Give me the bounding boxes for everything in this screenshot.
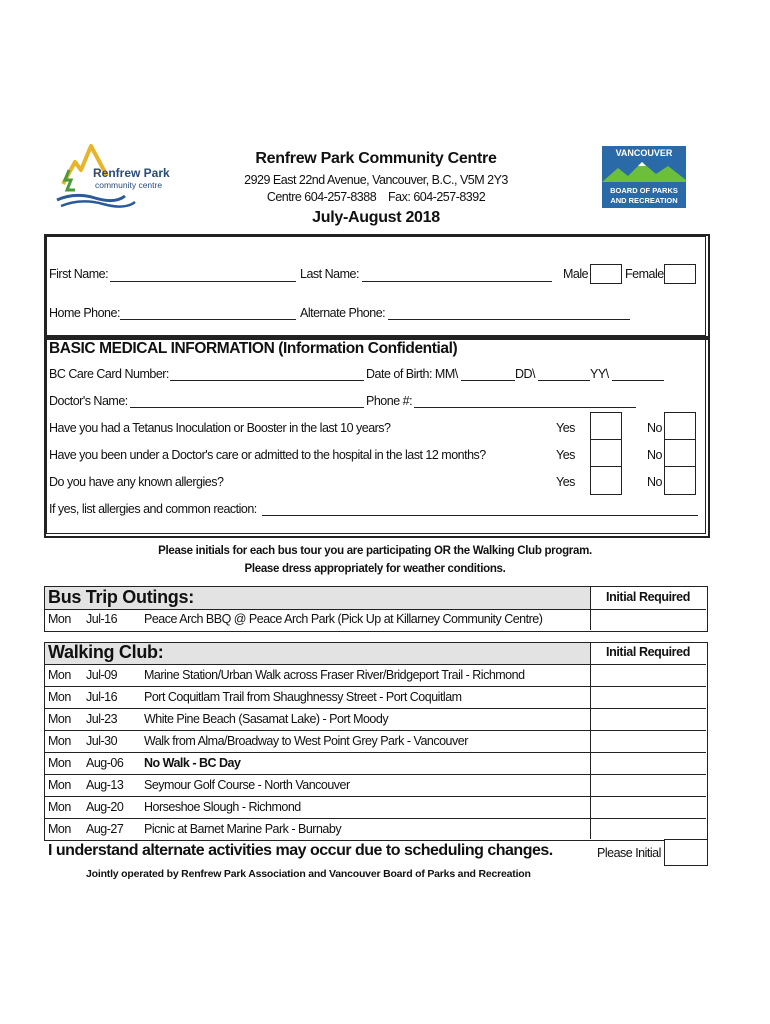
centre-title: Renfrew Park Community Centre [255, 150, 497, 167]
walk-row-desc: Port Coquitlam Trail from Shaughnessy Street - Port Coquitlam [144, 690, 462, 704]
walk-row-desc: White Pine Beach (Sasamat Lake) - Port Moody [144, 712, 389, 726]
logo-subname: community centre [95, 180, 163, 190]
bc-care-label: BC Care Card Number: [49, 367, 169, 381]
walk-initial-cell[interactable] [591, 775, 705, 796]
doctor-phone-field[interactable] [414, 407, 636, 408]
walk-row-day: Mon [48, 800, 71, 814]
yes-label-doctor-care: Yes [556, 448, 575, 462]
walk-row-date: Jul-30 [86, 734, 118, 748]
dob-yy-field[interactable] [612, 380, 664, 381]
walk-initial-cell[interactable] [591, 665, 705, 686]
question-tetanus: Have you had a Tetanus Inoculation or Booster in the last 10 years? [49, 421, 391, 435]
dob-label: Date of Birth: MM\ [366, 367, 458, 381]
question-allergies: Do you have any known allergies? [49, 475, 224, 489]
please-initial-label: Please Initial [597, 846, 661, 860]
walk-row-day: Mon [48, 712, 71, 726]
dob-yy-label: YY\ [590, 367, 609, 381]
walk-initial-cell[interactable] [591, 797, 705, 818]
bus-row-desc: Peace Arch BBQ @ Peace Arch Park (Pick Up at Killarney Community Centre) [144, 612, 543, 626]
yes-label-allergies: Yes [556, 475, 575, 489]
dob-dd-label: DD\ [515, 367, 536, 381]
centre-phones: Centre 604-257-8388 Fax: 604-257-8392 [266, 190, 486, 204]
medical-heading: BASIC MEDICAL INFORMATION (Information Confidential) [49, 340, 458, 357]
walk-row-desc: Horseshoe Slough - Richmond [144, 800, 301, 814]
centre-address: 2929 East 22nd Avenue, Vancouver, B.C., V5M 2Y3 [244, 173, 508, 187]
bc-care-field[interactable] [170, 380, 364, 381]
walk-row-day: Mon [48, 756, 71, 770]
no-checkbox-doctor-care[interactable] [664, 439, 696, 468]
yes-label-tetanus: Yes [556, 421, 575, 435]
period-title: July-August 2018 [312, 209, 440, 226]
note-initials: Please initials for each bus tour you are participating OR the Walking Club program. [158, 545, 592, 557]
yes-checkbox-allergies[interactable] [590, 466, 622, 495]
walk-row-desc: Walk from Alma/Broadway to West Point Grey Park - Vancouver [144, 734, 468, 748]
walk-row-day: Mon [48, 668, 71, 682]
vancouver-parks-logo [602, 146, 686, 208]
home-phone-field[interactable] [120, 319, 296, 320]
allergies-field[interactable] [262, 515, 698, 516]
walk-row-desc: Marine Station/Urban Walk across Fraser River/Bridgeport Trail - Richmond [144, 668, 525, 682]
walk-row-date: Jul-23 [86, 712, 118, 726]
bus-row-day: Mon [48, 612, 71, 626]
walk-initial-header: Initial Required [606, 645, 690, 659]
walk-initial-cell[interactable] [591, 753, 705, 774]
female-label: Female [625, 267, 664, 281]
bus-title: Bus Trip Outings: [48, 587, 194, 607]
walk-row-date: Aug-06 [86, 756, 124, 770]
question-doctor-care: Have you been under a Doctor's care or admitted to the hospital in the last 12 months? [49, 448, 486, 462]
walk-initial-cell[interactable] [591, 687, 705, 708]
walk-row-date: Jul-09 [86, 668, 118, 682]
renfrew-park-logo [55, 140, 175, 210]
note-dress: Please dress appropriately for weather conditions. [244, 563, 506, 575]
last-name-field[interactable] [362, 281, 552, 282]
logo-recreation: AND RECREATION [610, 196, 678, 205]
please-initial-box[interactable] [664, 839, 708, 866]
yes-checkbox-doctor-care[interactable] [590, 439, 622, 468]
walk-row-day: Mon [48, 778, 71, 792]
no-label-tetanus: No [647, 421, 662, 435]
walk-row-date: Aug-20 [86, 800, 124, 814]
jointly-operated: Jointly operated by Renfrew Park Association and Vancouver Board of Parks and Recreation [86, 868, 531, 880]
doctor-field[interactable] [130, 407, 364, 408]
understand-statement: I understand alternate activities may occur due to scheduling changes. [48, 842, 553, 859]
no-label-doctor-care: No [647, 448, 662, 462]
allergies-label: If yes, list allergies and common reaction: [49, 502, 257, 516]
doctor-phone-label: Phone #: [366, 394, 413, 408]
bus-row-date: Jul-16 [86, 612, 118, 626]
bus-initial-cell[interactable] [591, 610, 705, 629]
no-checkbox-tetanus[interactable] [664, 412, 696, 441]
male-label: Male [563, 267, 589, 281]
walk-title: Walking Club: [48, 642, 164, 662]
walk-row-desc: Picnic at Barnet Marine Park - Burnaby [144, 822, 342, 836]
bus-divider [44, 609, 590, 610]
home-phone-label: Home Phone: [49, 306, 120, 320]
walk-row-date: Aug-13 [86, 778, 124, 792]
walk-row-desc: No Walk - BC Day [144, 756, 241, 770]
walk-row-desc: Seymour Golf Course - North Vancouver [144, 778, 350, 792]
logo-name: Renfrew Park [93, 166, 170, 180]
last-name-label: Last Name: [300, 267, 359, 281]
walk-initial-cell[interactable] [591, 709, 705, 730]
walk-row-day: Mon [48, 690, 71, 704]
walk-row-day: Mon [48, 734, 71, 748]
walk-row-day: Mon [48, 822, 71, 836]
yes-checkbox-tetanus[interactable] [590, 412, 622, 441]
no-label-allergies: No [647, 475, 662, 489]
walk-initial-cell[interactable] [591, 819, 705, 838]
walk-row-date: Aug-27 [86, 822, 124, 836]
first-name-field[interactable] [110, 281, 296, 282]
mountains-icon [602, 160, 686, 182]
dob-dd-field[interactable] [538, 380, 590, 381]
no-checkbox-allergies[interactable] [664, 466, 696, 495]
male-checkbox[interactable] [590, 264, 622, 284]
doctor-label: Doctor's Name: [49, 394, 128, 408]
walk-initial-cell[interactable] [591, 731, 705, 752]
walk-row-date: Jul-16 [86, 690, 118, 704]
logo-vancouver: VANCOUVER [615, 148, 673, 158]
first-name-label: First Name: [49, 267, 109, 281]
alt-phone-label: Alternate Phone: [300, 306, 386, 320]
logo-board: BOARD OF PARKS [610, 186, 678, 195]
alt-phone-field[interactable] [388, 319, 630, 320]
bus-initial-header: Initial Required [606, 590, 690, 604]
dob-mm-field[interactable] [461, 380, 515, 381]
female-checkbox[interactable] [664, 264, 696, 284]
personal-inner-border [46, 236, 706, 336]
